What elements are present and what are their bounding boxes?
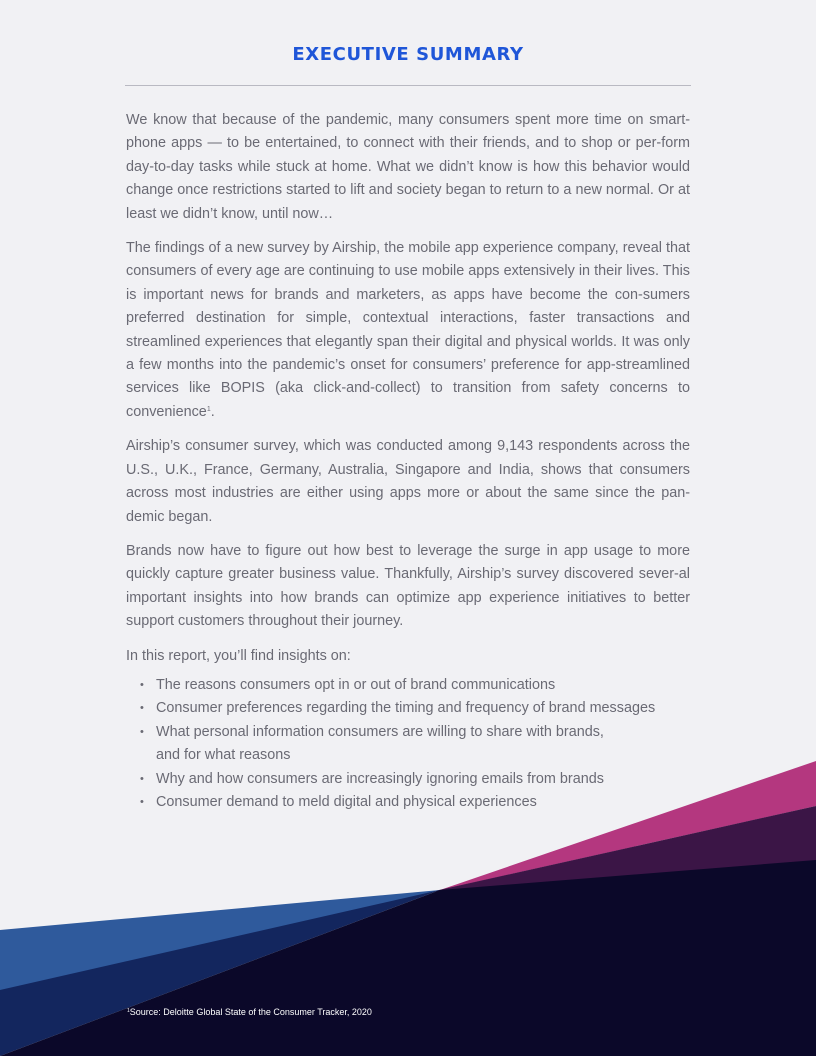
footnote: [127, 1007, 372, 1017]
list-item: [140, 768, 656, 791]
paragraph-1: [126, 109, 690, 226]
bullet-icon: •: [140, 795, 144, 808]
list-item: [140, 721, 626, 768]
insights-list: [126, 674, 690, 814]
bullet-icon: •: [140, 702, 144, 715]
list-item-text: The reasons consumers opt in or out of brand communications: [156, 676, 556, 693]
summary-body: [126, 109, 690, 814]
list-item: [140, 791, 656, 814]
list-item-text: Why and how consumers are increasingly ignoring emails from brands: [156, 770, 604, 787]
list-item-text: What personal information consumers are willing to share with brands, and for what reasons: [156, 723, 604, 764]
list-item-text: Consumer demand to meld digital and physical experiences: [156, 793, 537, 810]
title-divider: [125, 85, 691, 86]
footnote-text: Source: Deloitte Global State of the Consumer Tracker, 2020: [129, 1007, 372, 1017]
paragraph-1-text: We know that because of the pandemic, many consumers spent more time on smart-phone apps — to be entertained, to connect with their friends, and to shop or per-form day-to-day tasks while stuck at home. What we didn’t know is how this behavior would change once restrictions started to lift and society began to return to a new normal. Or at least we didn’t know, until now…: [126, 112, 690, 222]
list-item: [140, 674, 656, 697]
footnote-mark: 1: [127, 1008, 130, 1014]
bullet-icon: •: [140, 772, 144, 785]
footnote-reference: 1: [206, 405, 211, 413]
paragraph-2-text: The findings of a new survey by Airship, the mobile app experience company, reveal that consumers of every age are continuing to use mobile apps extensively in their lives. This is important news for brands and marketers, as apps have become the con-sumers preferred destination for simple, contextual interactions, faster transactions and streamlined experiences that elegantly span their digital and physical worlds. It was only a few months into the pandemic’s onset for consumers’ preference for app-streamlined services like BOPIS (aka click-and-collect) to transition from safety concerns to convenience: [126, 240, 690, 420]
list-item: [140, 697, 656, 720]
paragraph-4: [126, 540, 690, 634]
paragraph-2-end: .: [210, 403, 215, 420]
insights-intro: In this report, you’ll find insights on:: [126, 647, 351, 664]
bullet-icon: •: [140, 678, 144, 691]
paragraph-3-text: Airship’s consumer survey, which was conducted among 9,143 respondents across the U.S., U.K., France, Germany, Australia, Singapore and India, shows that consumers across most industries are either using apps more or about the same since the pan-demic began.: [126, 438, 690, 525]
page-title: EXECUTIVE SUMMARY: [292, 44, 524, 65]
list-item-text: Consumer preferences regarding the timing and frequency of brand messages: [156, 700, 656, 717]
paragraph-2: [126, 237, 690, 424]
bullet-icon: •: [140, 725, 144, 738]
paragraph-4-text: Brands now have to figure out how best to leverage the surge in app usage to more quickly capture greater business value. Thankfully, Airship’s survey discovered sever-al important insights into how brands can optimize app experience initiatives to better support customers throughout their journey.: [126, 542, 690, 630]
paragraph-3: [126, 435, 690, 529]
